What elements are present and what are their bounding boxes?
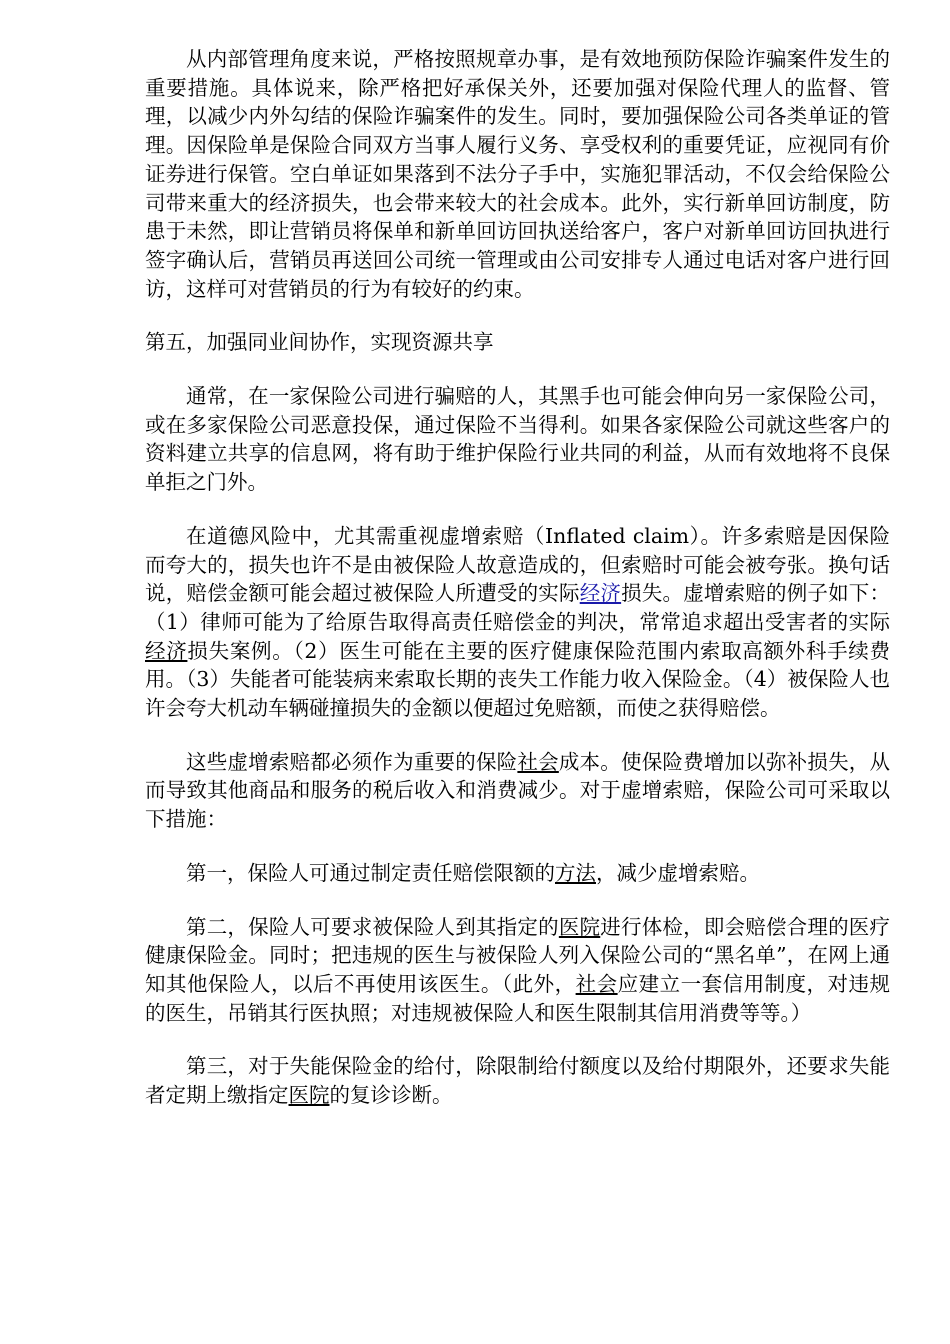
paragraph-text: 损失。虚增索赔的例子如下：（1）律师可能为了给原告取得高责任赔偿金的判决，常常追求超出受害者的实际: [145, 581, 891, 634]
section-heading: [145, 328, 890, 357]
paragraph-text: 第二，保险人可要求被保险人到其指定的: [186, 914, 559, 939]
paragraph-text: 第一，保险人可通过制定责任赔偿限额的: [186, 860, 555, 885]
inline-link[interactable]: 方法: [555, 860, 596, 885]
paragraph-text: 损失案例。（2）医生可能在主要的医疗健康保险范围内索取高额外科手续费用。（3）失能者可能装病来索取长期的丧失工作能力收入保险金。（4）被保险人也许会夸大机动车辆碰撞损失的金额以便超过免赔额，而使之获得赔偿。: [145, 638, 891, 721]
paragraph-p7: [145, 913, 890, 1028]
inline-link[interactable]: 社会: [575, 971, 618, 996]
inline-link[interactable]: 经济: [145, 638, 188, 663]
paragraph-text: 的复诊诊断。: [329, 1083, 453, 1108]
paragraph-p1: [145, 45, 890, 303]
paragraph-text: 第三，对于失能保险金的给付，除限制给付额度以及给付期限外，还要求失能者定期上缴指定: [145, 1054, 890, 1108]
paragraph-text: 成本。使保险费增加以弥补损失，从而导致其他商品和服务的税后收入和消费减少。对于虚增索赔，保险公司可采取以下措施：: [145, 749, 891, 832]
paragraph-p5: [145, 748, 890, 834]
paragraph-p3: [145, 382, 890, 497]
inline-link[interactable]: 社会: [517, 749, 559, 774]
paragraph-text: 这些虚增索赔都必须作为重要的保险: [186, 749, 518, 774]
inline-link[interactable]: 医院: [288, 1083, 330, 1108]
paragraph-p4: [145, 522, 890, 723]
paragraph-p6: [145, 859, 890, 888]
paragraph-text: 进行体检，即会赔偿合理的医疗健康保险金。同时；把违规的医生与被保险人列入保险公司的“黑名单”，在网上通知其他保险人，以后不再使用该医生。（此外，: [145, 914, 891, 996]
paragraph-text: 第五，加强同业间协作，实现资源共享: [145, 330, 494, 355]
inline-link[interactable]: 医院: [558, 914, 601, 939]
paragraph-text: 通常，在一家保险公司进行骗赔的人，其黑手也可能会伸向另一家保险公司，或在多家保险公司恶意投保，通过保险不当得利。如果各家保险公司就这些客户的资料建立共享的信息网，将有助于维护保险行业共同的利益，从而有效地将不良保单拒之门外。: [145, 384, 890, 495]
paragraph-p8: [145, 1052, 890, 1109]
paragraph-text: 从内部管理角度来说，严格按照规章办事，是有效地预防保险诈骗案件发生的重要措施。具体说来，除严格把好承保关外，还要加强对保险代理人的监督、管理，以减少内外勾结的保险诈骗案件的发生。同时，要加强保险公司各类单证的管理。因保险单是保险合同双方当事人履行义务、享受权利的重要凭证，应视同有价证券进行保管。空白单证如果落到不法分子手中，实施犯罪活动，不仅会给保险公司带来重大的经济损失，也会带来较大的社会成本。此外，实行新单回访制度，防患于未然，即让营销员将保单和新单回访回执送给客户，客户对新单回访回执进行签字确认后，营销员再送回公司统一管理或由公司安排专人通过电话对客户进行回访，这样可对营销员的行为有较好的约束。: [145, 47, 890, 301]
paragraph-text: 应建立一套信用制度，对违规的医生，吊销其行医执照；对违规被保险人和医生限制其信用消费等等。）: [145, 971, 891, 1025]
document-body: [145, 45, 890, 1110]
inline-link[interactable]: 经济: [579, 581, 622, 606]
paragraph-text: 在道德风险中，尤其需重视虚增索赔（Inflated claim）。许多索赔是因保险而夸大的，损失也许不是由被保险人故意造成的，但索赔时可能会被夸张。换句话说，赔偿金额可能会超过被保险人所遭受的实际: [145, 523, 890, 606]
paragraph-text: ，减少虚增索赔。: [596, 860, 760, 885]
